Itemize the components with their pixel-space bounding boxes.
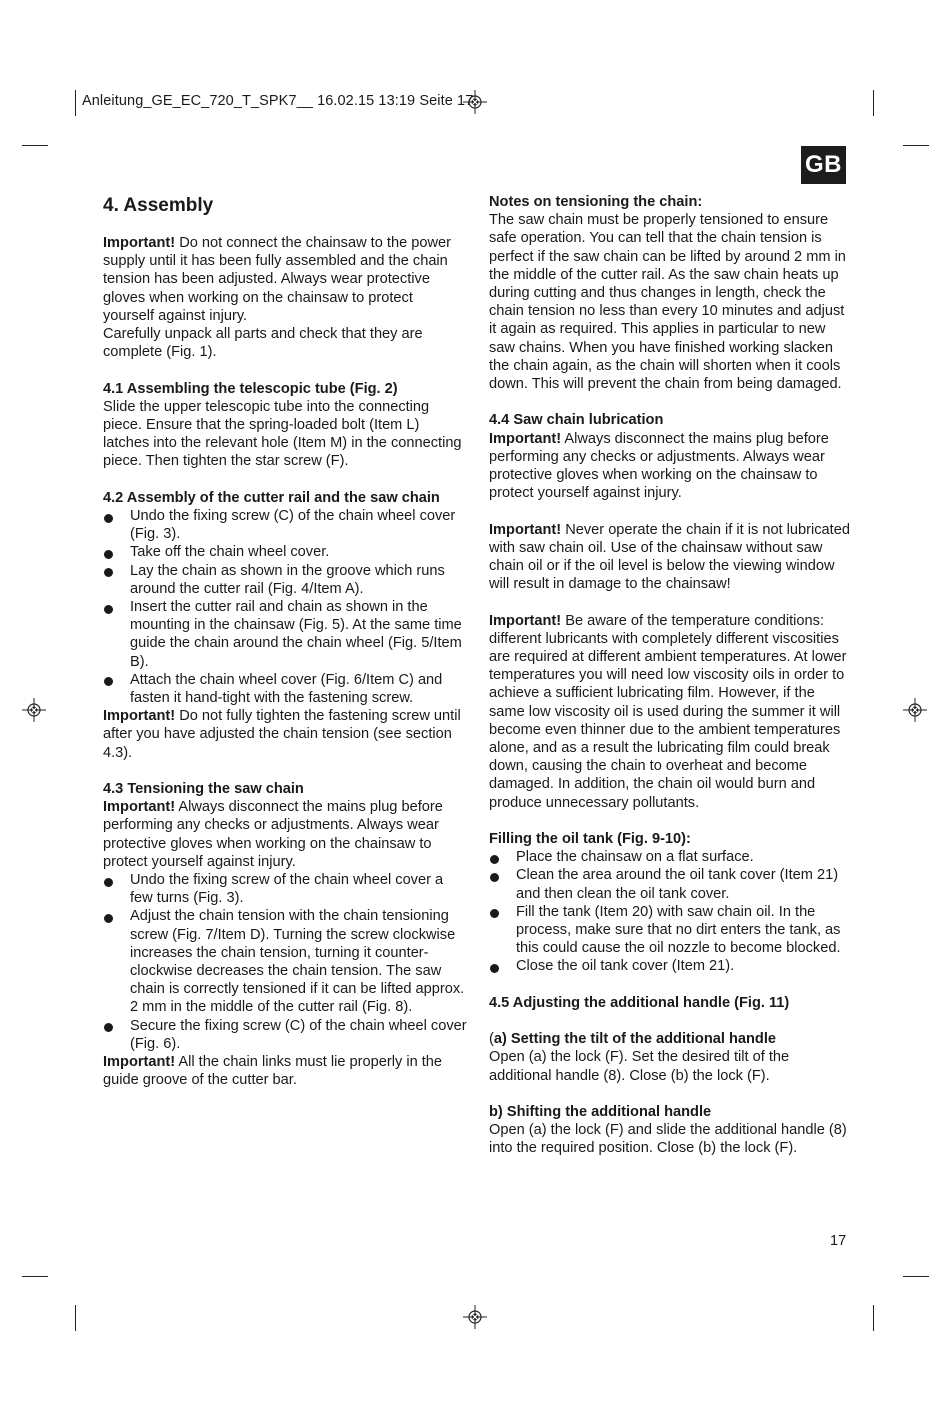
list-item: Adjust the chain tension with the chain tensioning screw (Fig. 7/Item D). Turning the screw clockwise increases the chain tension, turning it counter-clockwise decreases the chain tension. The saw chain is correctly tensioned if it can be lifted approx. 2 mm in the middle of the cutter rail (Fig. 8). — [103, 907, 468, 1016]
page-number: 17 — [830, 1233, 847, 1249]
subheading-text: a) Setting the tilt of the additional handle — [493, 1031, 777, 1048]
important-label: Important! — [489, 430, 562, 447]
important-text: Do not fully tighten the fastening screw until after you have adjusted the chain tension (see section 4.3). — [103, 708, 461, 761]
heading-4-2: 4.2 Assembly of the cutter rail and the saw chain — [103, 489, 440, 506]
left-column — [103, 193, 468, 1090]
language-badge: GB — [801, 146, 846, 184]
list-item: Undo the fixing screw of the chain wheel cover a few turns (Fig. 3). — [103, 871, 468, 907]
important-note-4-3 — [103, 798, 468, 871]
important-label: Important! — [103, 799, 176, 816]
subheading-4-5-b: b) Shifting the additional handle — [489, 1104, 712, 1121]
list-item: Close the oil tank cover (Item 21). — [489, 957, 851, 975]
important-note-4-3-b — [103, 1053, 468, 1089]
subheading-4-5-a — [489, 1030, 851, 1048]
list-4-2 — [103, 507, 468, 707]
important-label: Important! — [489, 521, 562, 538]
paren-prefix: ( — [489, 1031, 494, 1048]
crop-mark — [873, 1305, 874, 1331]
list-4-3 — [103, 871, 468, 1053]
crop-mark — [903, 1276, 929, 1277]
heading-notes: Notes on tensioning the chain: — [489, 194, 703, 210]
paragraph-notes: The saw chain must be properly tensioned to ensure safe operation. You can tell that the chain tension is perfect if the saw chain can be lifted by around 2 mm in the middle of the cutter rail. As the saw chain heats up during cutting and thus changes in length, check the chain tension no less than every 10 minutes and adjust it again as required. This applies in particular to new saw chains. When you have finished working slacken the chain again, as the chain will shorten when it cools down. This will prevent the chain from being damaged. — [489, 212, 846, 393]
registration-mark-icon — [22, 698, 46, 722]
important-note-4-4-c — [489, 612, 851, 812]
print-slug: Anleitung_GE_EC_720_T_SPK7__ 16.02.15 13:19 Seite 17 — [82, 93, 474, 109]
important-text: Be aware of the temperature conditions: different lubricants with completely different viscosities are required at different ambient temperatures. At lower temperatures you will need low viscosity oils in order to achieve a sufficient lubricating film. However, if the same low viscosity oil is used during the summer it will become even thinner due to the ambient temperatures alone, and as a result the lubricating film could break down, causing the chain to overheat and become damaged. In addition, the chain oil would burn and produce unnecessary pollutants. — [489, 612, 847, 811]
list-item: Insert the cutter rail and chain as shown in the mounting in the chainsaw (Fig. 5). At the same time guide the chain around the chain wheel (Fig. 5/Item B). — [103, 598, 468, 671]
paragraph-4-5-a: Open (a) the lock (F). Set the desired tilt of the additional handle (8). Close (b) the lock (F). — [489, 1049, 790, 1084]
list-item: Place the chainsaw on a flat surface. — [489, 848, 851, 866]
section-title: 4. Assembly — [103, 195, 214, 216]
list-item: Lay the chain as shown in the groove which runs around the cutter rail (Fig. 4/Item A). — [103, 562, 468, 598]
heading-oil-tank: Filling the oil tank (Fig. 9-10): — [489, 831, 691, 848]
important-label: Important! — [489, 612, 562, 629]
important-note-4-4-a — [489, 430, 851, 503]
important-label: Important! — [103, 235, 176, 251]
paragraph-4-1: Slide the upper telescopic tube into the connecting piece. Ensure that the spring-loaded bolt (Item L) latches into the relevant hole (Item M) in the connecting piece. Then tighten the star screw (F). — [103, 398, 462, 470]
important-note-4-2 — [103, 707, 468, 762]
paragraph-4-5-b: Open (a) the lock (F) and slide the additional handle (8) into the required position. Close (b) the lock (F). — [489, 1122, 847, 1157]
important-label: Important! — [103, 708, 176, 725]
intro-paragraph — [103, 234, 468, 325]
important-note-4-4-b — [489, 521, 851, 594]
important-text: Always disconnect the mains plug before performing any checks or adjustments. Always wear protective gloves when working on the chainsaw to protect yourself against injury. — [489, 430, 829, 502]
list-item: Fill the tank (Item 20) with saw chain oil. In the process, make sure that no dirt enters the tank, as this could cause the oil nozzle to become blocked. — [489, 903, 851, 958]
list-item: Attach the chain wheel cover (Fig. 6/Item C) and fasten it hand-tight with the fastening screw. — [103, 671, 468, 707]
crop-mark — [75, 1305, 76, 1331]
list-oil-tank — [489, 848, 851, 975]
important-text: Never operate the chain if it is not lubricated with saw chain oil. Use of the chainsaw without saw chain oil or if the oil level is below the viewing window will result in damage to the chainsaw! — [489, 521, 850, 593]
registration-mark-icon — [463, 1305, 487, 1329]
list-item: Secure the fixing screw (C) of the chain wheel cover (Fig. 6). — [103, 1017, 468, 1053]
heading-4-5: 4.5 Adjusting the additional handle (Fig. 11) — [489, 994, 790, 1011]
list-item: Undo the fixing screw (C) of the chain wheel cover (Fig. 3). — [103, 507, 468, 543]
important-text: Always disconnect the mains plug before performing any checks or adjustments. Always wear protective gloves when working on the chainsaw to protect yourself against injury. — [103, 799, 443, 870]
right-column — [489, 193, 851, 1158]
list-item: Take off the chain wheel cover. — [103, 543, 468, 561]
heading-4-3: 4.3 Tensioning the saw chain — [103, 781, 304, 798]
crop-mark — [75, 90, 76, 116]
important-label: Important! — [103, 1054, 176, 1071]
heading-4-4: 4.4 Saw chain lubrication — [489, 412, 664, 429]
unpack-paragraph: Carefully unpack all parts and check that they are complete (Fig. 1). — [103, 326, 423, 361]
heading-4-1: 4.1 Assembling the telescopic tube (Fig. 2) — [103, 380, 398, 397]
crop-mark — [22, 145, 48, 146]
crop-mark — [22, 1276, 48, 1277]
intro-text: Do not connect the chainsaw to the power supply until it has been fully assembled and the chain tension has been adjusted. Always wear protective gloves when working on the chainsaw to protect yourself against injury. — [103, 235, 451, 324]
list-item: Clean the area around the oil tank cover (Item 21) and then clean the oil tank cover. — [489, 866, 851, 902]
registration-mark-icon — [903, 698, 927, 722]
crop-mark — [903, 145, 929, 146]
crop-mark — [873, 90, 874, 116]
important-text: All the chain links must lie properly in the guide groove of the cutter bar. — [103, 1054, 443, 1089]
